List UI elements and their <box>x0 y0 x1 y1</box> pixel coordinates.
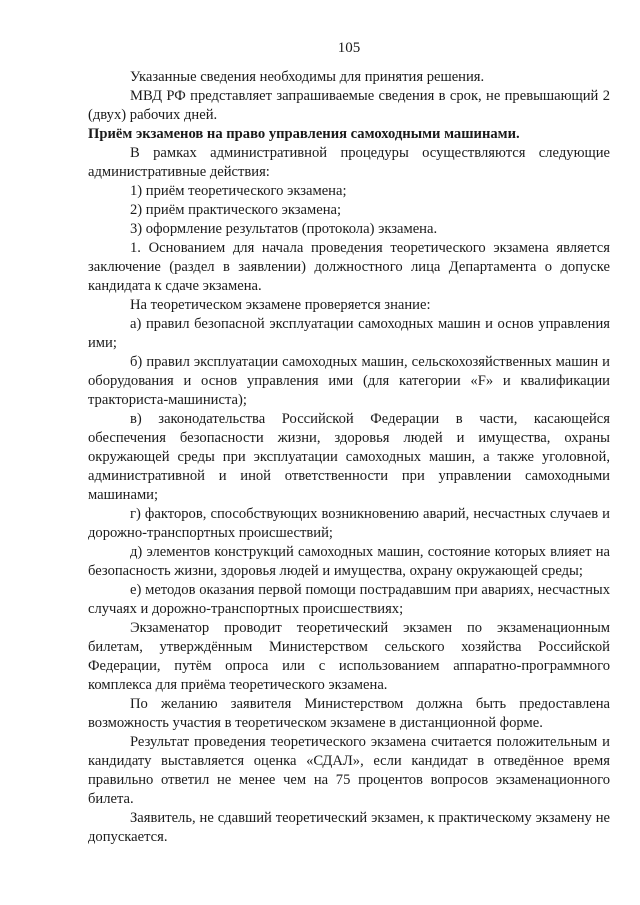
list-item: г) факторов, способствующих возникновению аварий, несчастных случаев и дорожно-транспортных происшествий; <box>88 506 610 541</box>
paragraph: Результат проведения теоретического экзамена считается положительным и кандидату выставляется оценка «СДАЛ», если кандидат в отведённое время правильно ответил не менее чем на 75 процентов вопросов экзаменационного билета. <box>88 734 610 807</box>
list-item: 1) приём теоретического экзамена; <box>130 183 347 199</box>
list-item: е) методов оказания первой помощи пострадавшим при авариях, несчастных случаях и дорожно-транспортных происшествиях; <box>88 582 610 617</box>
paragraph: На теоретическом экзамене проверяется знание: <box>130 297 431 313</box>
list-item: б) правил эксплуатации самоходных машин, сельскохозяйственных машин и оборудования и основ управления ими (для категории «F» и квалификации тракториста-машиниста); <box>88 354 610 408</box>
list-item: д) элементов конструкций самоходных машин, состояние которых влияет на безопасность жизни, здоровья людей и имущества, охрану окружающей среды; <box>88 544 610 579</box>
section-heading: Приём экзаменов на право управления самоходными машинами. <box>88 126 520 142</box>
list-item: 2) приём практического экзамена; <box>130 202 342 218</box>
paragraph: МВД РФ представляет запрашиваемые сведения в срок, не превышающий 2 (двух) рабочих дней. <box>88 88 610 123</box>
paragraph: Экзаменатор проводит теоретический экзамен по экзаменационным билетам, утверждённым Министерством сельского хозяйства Российской Федерации, путём опроса или с использованием аппаратно-программного комплекса для приёма теоретического экзамена. <box>88 620 610 693</box>
paragraph: Заявитель, не сдавший теоретический экзамен, к практическому экзамену не допускается. <box>88 810 610 845</box>
list-item: а) правил безопасной эксплуатации самоходных машин и основ управления ими; <box>88 316 610 351</box>
page-number: 105 <box>337 40 361 56</box>
paragraph: 1. Основанием для начала проведения теоретического экзамена является заключение (раздел в заявлении) должностного лица Департамента о допуске кандидата к сдаче экзамена. <box>88 240 610 294</box>
list-item: в) законодательства Российской Федерации в части, касающейся обеспечения безопасности жизни, здоровья людей и имущества, охраны окружающей среды при эксплуатации самоходных машин, а также уголовной, административной и иной ответственности при управлении самоходными машинами; <box>88 411 610 503</box>
paragraph: Указанные сведения необходимы для принятия решения. <box>130 69 485 85</box>
paragraph: В рамках административной процедуры осуществляются следующие административные действия: <box>88 145 610 180</box>
paragraph: По желанию заявителя Министерством должна быть предоставлена возможность участия в теоретическом экзамене в дистанционной форме. <box>88 696 610 731</box>
list-item: 3) оформление результатов (протокола) экзамена. <box>130 221 438 237</box>
document-body <box>88 68 610 847</box>
